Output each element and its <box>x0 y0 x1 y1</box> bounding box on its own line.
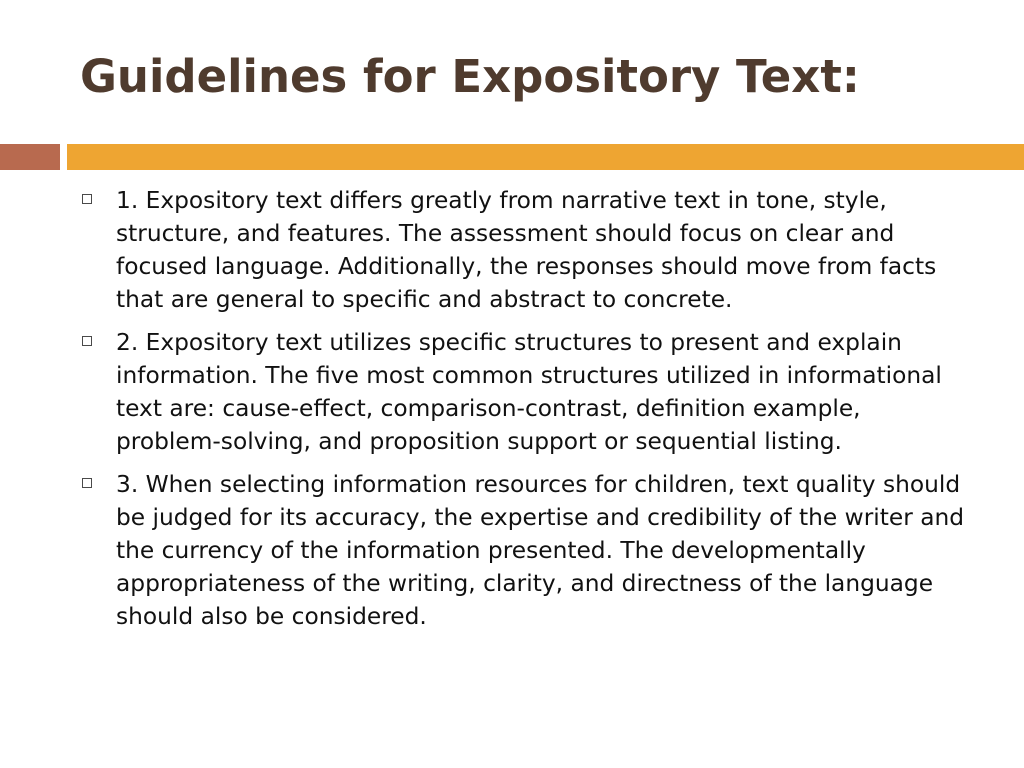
hollow-square-bullet-icon <box>82 336 92 346</box>
accent-bar-right <box>67 144 1024 170</box>
slide-title: Guidelines for Expository Text: <box>80 50 860 103</box>
list-item <box>80 468 970 633</box>
bullet-text: 2. Expository text utilizes specific structures to present and explain information. The five most common structures utilized in informational text are: cause-effect, comparison-contrast, definition example, problem-solving, and proposition support or sequential listing. <box>116 329 942 455</box>
bullet-text: 3. When selecting information resources for children, text quality should be judged for its accuracy, the expertise and credibility of the writer and the currency of the information presented. The developmentally appropriateness of the writing, clarity, and directness of the language should also be considered. <box>116 471 965 630</box>
list-item <box>80 326 970 458</box>
list-item <box>80 184 970 316</box>
bullet-text: 1. Expository text differs greatly from narrative text in tone, style, structure, and features. The assessment should focus on clear and focused language. Additionally, the responses should move from facts that are general to specific and abstract to concrete. <box>116 187 937 313</box>
hollow-square-bullet-icon <box>82 194 92 204</box>
bullet-list <box>80 184 970 643</box>
hollow-square-bullet-icon <box>82 478 92 488</box>
accent-bar-left <box>0 144 60 170</box>
